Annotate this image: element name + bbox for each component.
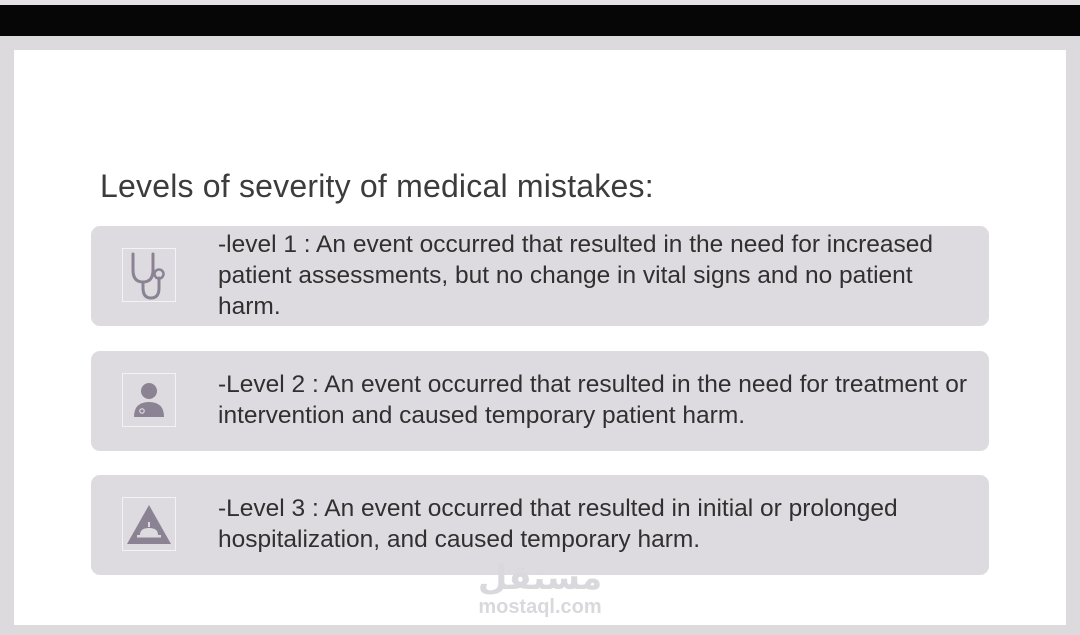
watermark-logo: مستقل	[477, 558, 603, 598]
watermark-url: mostaql.com	[478, 596, 602, 618]
warning-triangle-icon	[122, 497, 176, 551]
top-bar	[0, 0, 1080, 36]
top-bar-strip	[0, 0, 1080, 5]
stethoscope-icon	[122, 248, 176, 302]
slide	[14, 50, 1066, 625]
level-2-text: -Level 2 : An event occurred that resulted in the need for treatment or intervention and caused temporary patient harm.	[218, 371, 968, 429]
level-3-text: -Level 3 : An event occurred that resulted in initial or prolonged hospitalization, and caused temporary harm.	[218, 495, 898, 553]
slide-title: Levels of severity of medical mistakes:	[100, 168, 654, 204]
watermark	[440, 560, 640, 618]
level-1-text: -level 1 : An event occurred that resulted in the need for increased patient assessments, but no change in vital signs and no patient harm.	[218, 231, 934, 320]
patient-icon	[122, 373, 176, 427]
level-1-card	[91, 226, 989, 326]
level-2-card	[91, 351, 989, 451]
